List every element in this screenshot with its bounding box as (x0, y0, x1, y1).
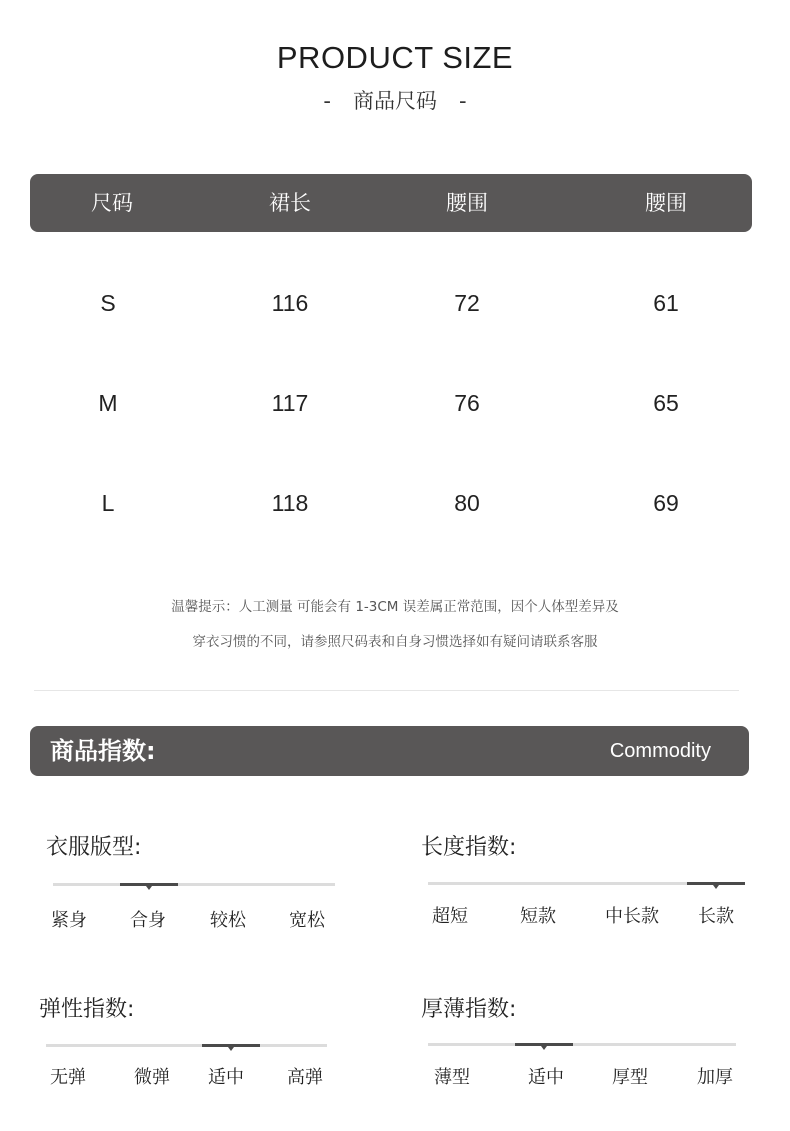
column-header-waist: 腰围 (446, 191, 488, 215)
waist-cell-2: 69 (653, 490, 679, 516)
thickness-index-title: 厚薄指数: (421, 997, 517, 1022)
thickness-option: 厚型 (612, 1067, 648, 1088)
length-option: 短款 (520, 906, 556, 927)
waist-cell: 72 (454, 290, 480, 316)
length-option: 长款 (698, 906, 734, 927)
skirt-length-cell: 118 (271, 490, 309, 516)
elastic-option: 高弹 (287, 1067, 323, 1088)
length-option: 中长款 (605, 906, 659, 927)
waist-cell-2: 61 (653, 290, 679, 316)
waist-cell: 80 (454, 490, 480, 516)
fit-scale-track (53, 883, 335, 886)
subtitle-dash-right: - (459, 89, 467, 113)
column-header-skirt-length: 裙长 (269, 191, 311, 215)
size-table-header (30, 174, 752, 232)
page-subtitle (0, 85, 790, 115)
length-option: 超短 (432, 906, 468, 927)
waist-cell: 76 (454, 390, 480, 416)
thickness-option: 适中 (528, 1067, 564, 1088)
subtitle-text: 商品尺码 (353, 89, 437, 113)
elastic-scale-indicator (202, 1044, 260, 1047)
fit-option: 合身 (130, 910, 166, 931)
page-title: PRODUCT SIZE (276, 40, 514, 75)
table-row (30, 383, 752, 423)
elastic-scale-track (46, 1044, 327, 1047)
fit-scale-indicator (120, 883, 178, 886)
thickness-scale-indicator (515, 1043, 573, 1046)
elastic-index-title: 弹性指数: (39, 997, 135, 1022)
length-scale-indicator (687, 882, 745, 885)
table-row (30, 483, 752, 523)
thickness-option: 加厚 (697, 1067, 733, 1088)
section-divider (34, 690, 739, 691)
length-index-title: 长度指数: (421, 835, 517, 860)
elastic-option: 微弹 (134, 1067, 170, 1088)
table-row (30, 283, 752, 323)
elastic-option: 适中 (208, 1067, 244, 1088)
size-cell: S (100, 290, 116, 316)
skirt-length-cell: 116 (271, 290, 309, 316)
elastic-option: 无弹 (50, 1067, 86, 1088)
subtitle-dash-left: - (323, 89, 331, 113)
size-cell: M (98, 390, 118, 416)
column-header-waist-2: 腰围 (645, 191, 687, 215)
measurement-note-line-2: 穿衣习惯的不同，请参照尺码表和自身习惯选择如有疑问请联系客服 (192, 634, 598, 650)
fit-option: 宽松 (289, 910, 325, 931)
size-cell: L (101, 490, 115, 516)
column-header-size: 尺码 (91, 191, 133, 215)
commodity-index-header (30, 726, 749, 776)
fit-index-title: 衣服版型: (46, 835, 142, 860)
waist-cell-2: 65 (653, 390, 679, 416)
fit-option: 较松 (210, 910, 246, 931)
commodity-index-label: 商品指数: (50, 737, 156, 765)
skirt-length-cell: 117 (271, 390, 309, 416)
fit-option: 紧身 (51, 910, 87, 931)
measurement-note-line-1: 温馨提示：人工测量 可能会有 1-3CM 误差属正常范围，因个人体型差异及 (171, 599, 619, 615)
thickness-option: 薄型 (434, 1067, 470, 1088)
thickness-scale-track (428, 1043, 736, 1046)
commodity-index-label-en: Commodity (609, 740, 711, 762)
